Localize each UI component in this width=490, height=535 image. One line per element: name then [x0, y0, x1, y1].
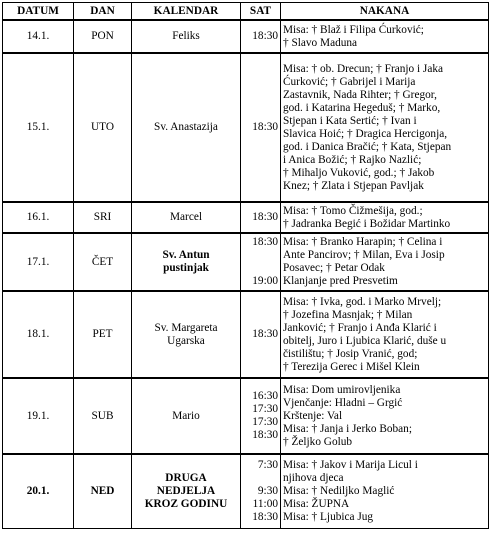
calendar-cell: [132, 291, 241, 378]
calendar-line: KROZ GODINU: [144, 497, 228, 510]
intention-line: Misa: † ob. Drecun; † Franjo i Jaka: [283, 62, 444, 75]
day-cell: SRI: [74, 202, 132, 233]
spacer: [243, 262, 278, 275]
intention-line: Krštenje: Val: [283, 409, 343, 422]
day-cell: NED: [74, 454, 132, 528]
intention-line: Misa: † Nediljko Maglić: [283, 484, 395, 497]
calendar-line: Mario: [172, 409, 200, 422]
intention-line: † Terezija Gerec i Mišel Klein: [283, 360, 420, 373]
calendar-line: Ugarska: [167, 334, 205, 347]
intention-line: Klanjanje pred Presvetim: [283, 275, 398, 287]
time-value: 17:30: [252, 403, 278, 415]
date-cell: 16.1.: [3, 202, 74, 233]
intention-line: god. i Danica Bračić; † Kata, Stjepan: [283, 140, 452, 153]
intention-line: † Željko Golub: [283, 435, 353, 448]
intention-cell: [281, 233, 489, 291]
calendar-line: DRUGA: [165, 471, 207, 484]
day-cell: SUB: [74, 378, 132, 454]
calendar-cell: [132, 53, 241, 202]
intention-line: njihova djeca: [283, 471, 344, 484]
time-cell: [241, 20, 281, 53]
table-row: [3, 202, 489, 233]
intention-line: † Mihaljo Vuković, god.; † Jakob: [283, 166, 435, 179]
time-value: 19:00: [252, 275, 278, 287]
intention-line: Misa: ŽUPNA: [283, 497, 350, 510]
time-cell: [241, 53, 281, 202]
header-nakana: NAKANA: [281, 3, 489, 21]
time-value: 18:30: [252, 236, 278, 248]
intention-line: † Jadranka Begić i Božidar Martinko: [283, 217, 451, 230]
calendar-line: Sv. Anastazija: [154, 121, 218, 133]
intention-line: Slavica Hoić; † Dragica Hercigonja,: [283, 127, 448, 140]
intention-line: Ćurković; † Gabrijel i Marija: [283, 75, 416, 88]
time-cell: [241, 233, 281, 291]
intention-cell: [281, 202, 489, 233]
intention-line: Stjepan i Kata Sertić; † Ivan i: [283, 114, 417, 127]
time-value: 16:30: [252, 390, 278, 402]
intention-line: čistilištu; † Josip Vranić, god;: [283, 347, 418, 360]
time-value: 18:30: [252, 211, 278, 223]
intention-line: Misa: † Jakov i Marija Licul i: [283, 458, 418, 471]
intention-cell: [281, 53, 489, 202]
intention-line: Misa: † Tomo Čižmešija, god.;: [283, 204, 423, 217]
table-row: [3, 291, 489, 378]
time-value: 18:30: [252, 121, 278, 133]
table-row: [3, 53, 489, 202]
calendar-cell: [132, 233, 241, 291]
intention-line: Misa: † Branko Harapin; † Celina i: [283, 236, 443, 248]
intention-line: i Anica Božić; † Rajko Nazlić;: [283, 153, 422, 166]
calendar-line: Sv. Antun: [162, 249, 210, 261]
intention-line: Misa: † Ljubica Jug: [283, 510, 374, 523]
time-value: 17:30: [252, 416, 278, 428]
intention-cell: [281, 291, 489, 378]
intention-line: obitelj, Juro i Ljubica Klarić, duše u: [283, 334, 447, 347]
table-row: [3, 233, 489, 291]
date-cell: 15.1.: [3, 53, 74, 202]
intention-line: † Slavo Maduna: [283, 36, 358, 49]
spacer: [243, 472, 278, 485]
time-value: 11:00: [252, 497, 278, 510]
header-kalendar: KALENDAR: [132, 3, 241, 21]
intention-cell: [281, 378, 489, 454]
intention-line: Posavec; † Petar Odak: [283, 262, 385, 274]
intention-line: Zastavnik, Nada Rihter; † Gregor,: [283, 88, 437, 101]
intention-cell: [281, 20, 489, 53]
calendar-line: Marcel: [170, 211, 202, 223]
time-value: 7:30: [257, 458, 278, 471]
calendar-cell: [132, 378, 241, 454]
intention-cell: [281, 454, 489, 528]
intention-line: Janković; † Franjo i Anđa Klarić i: [283, 321, 437, 334]
time-value: 9:30: [257, 484, 278, 497]
day-cell: ČET: [74, 233, 132, 291]
time-cell: [241, 454, 281, 528]
intention-line: god. i Katarina Hegeduš; † Marko,: [283, 101, 441, 114]
day-cell: PON: [74, 20, 132, 53]
date-cell: 20.1.: [3, 454, 74, 528]
table-row: [3, 20, 489, 53]
day-cell: UTO: [74, 53, 132, 202]
date-cell: 17.1.: [3, 233, 74, 291]
intention-line: Knez; † Zlata i Stjepan Pavljak: [283, 179, 424, 192]
intention-line: Misa: † Ivka, god. i Marko Mrvelj;: [283, 295, 442, 308]
date-cell: 19.1.: [3, 378, 74, 454]
time-value: 18:30: [252, 429, 278, 441]
time-value: 18:30: [252, 510, 278, 523]
spacer: [243, 249, 278, 262]
day-cell: PET: [74, 291, 132, 378]
time-cell: [241, 378, 281, 454]
header-row: [3, 3, 489, 21]
table-row: [3, 378, 489, 454]
table-row: [3, 454, 489, 528]
calendar-line: NEDJELJA: [156, 484, 216, 497]
time-cell: [241, 202, 281, 233]
calendar-line: pustinjak: [163, 262, 209, 274]
intention-line: † Jozefina Masnjak; † Milan: [283, 308, 413, 321]
header-datum: DATUM: [3, 3, 74, 21]
calendar-line: Sv. Margareta: [154, 321, 218, 334]
header-dan: DAN: [74, 3, 132, 21]
header-sat: SAT: [241, 3, 281, 21]
calendar-line: Feliks: [172, 30, 200, 42]
calendar-cell: [132, 202, 241, 233]
intention-line: Misa: † Janja i Jerko Boban;: [283, 422, 412, 435]
time-cell: [241, 291, 281, 378]
intention-line: Misa: Dom umirovljenika: [283, 383, 401, 396]
date-cell: 14.1.: [3, 20, 74, 53]
intention-line: Ante Pancirov; † Milan, Eva i Josip: [283, 249, 445, 261]
intention-line: Misa: † Blaž i Filipa Ćurković;: [283, 23, 424, 36]
calendar-cell: [132, 20, 241, 53]
date-cell: 18.1.: [3, 291, 74, 378]
time-value: 18:30: [252, 30, 278, 42]
calendar-cell: [132, 454, 241, 528]
schedule-table: [2, 2, 489, 529]
intention-line: Vjenčanje: Hladni – Grgić: [283, 396, 403, 409]
time-value: 18:30: [252, 328, 278, 340]
